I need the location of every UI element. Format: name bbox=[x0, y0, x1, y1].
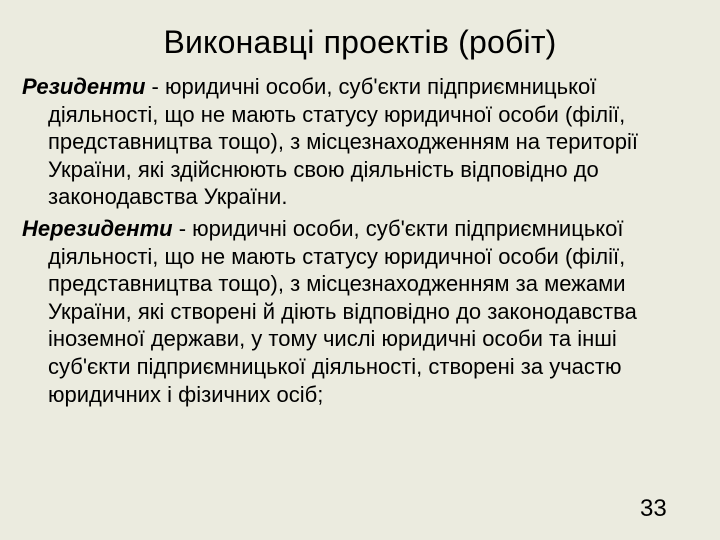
definition-nonresidents-text: - юридичні особи, суб'єкти підприємницької діяльності, що не мають статусу юридичної особи (філії, представництва тощо), з місцезнаходженням за межами України, які створені й діють відповідно до законодавства іноземної держави, у тому числі юридичні особи та інші суб'єкти підприємницької діяльності, створені за участю юридичних і фізичних осіб; bbox=[48, 215, 637, 407]
definition-residents bbox=[22, 73, 692, 211]
slide-title: Виконавці проектів (робіт) bbox=[163, 24, 557, 60]
definition-nonresidents bbox=[22, 215, 692, 408]
term-residents: Резиденти bbox=[22, 74, 146, 99]
term-nonresidents: Нерезиденти bbox=[22, 215, 173, 241]
definition-residents-text: - юридичні особи, суб'єкти підприємницької діяльності, що не мають статусу юридичної особи (філії, представництва тощо), з місцезнаходженням на території України, які здійснюють свою діяльність відповідно до законодавства України. bbox=[48, 74, 639, 210]
page-number: 33 bbox=[640, 495, 667, 522]
slide-content bbox=[22, 73, 692, 412]
